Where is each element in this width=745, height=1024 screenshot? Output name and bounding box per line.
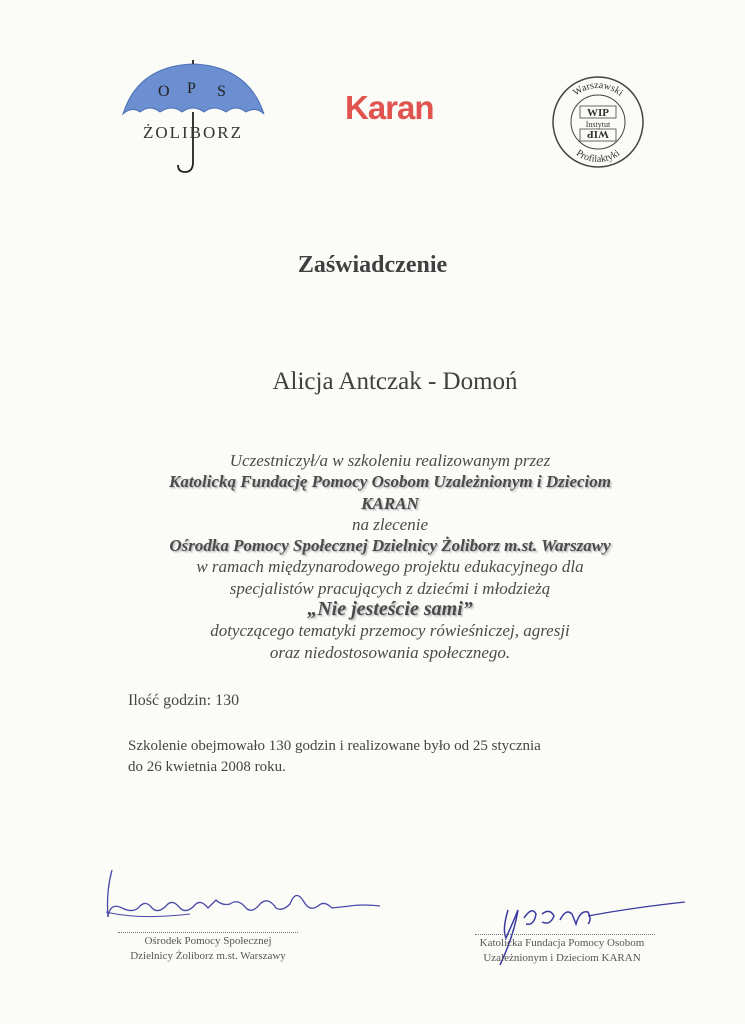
wip-seal-bottom-arc: Profilaktyki <box>574 147 622 166</box>
recipient-name: Alicja Antczak - Domoń <box>272 368 518 395</box>
ops-letter-p: P <box>187 80 196 97</box>
wip-seal-top-arc: Warszawski <box>571 79 626 99</box>
wip-seal-center-bottom: WIP <box>587 128 609 140</box>
body-line-project: w ramach międzynarodowego projektu edukacyjnego dla <box>196 557 584 577</box>
wip-seal <box>550 74 646 170</box>
body-line-project-name: „Nie jesteście sami” <box>307 598 473 621</box>
body-line-participated: Uczestniczył/a w szkoleniu realizowanym przez <box>229 451 551 470</box>
body-line-topic-end: oraz niedostosowania społecznego. <box>269 642 511 662</box>
hours-count: Ilość godzin: 130 <box>128 692 240 709</box>
left-signature-label-line1: Ośrodek Pomocy Społecznej <box>144 935 272 947</box>
right-signature-label-line1: Katolicka Fundacja Pomocy Osobom <box>479 937 645 949</box>
right-signature-label-line2: Uzależnionym i Dzieciom KARAN <box>483 952 641 964</box>
body-line-specialists: specjalistów pracujących z dziećmi i młodzieżą <box>229 578 551 598</box>
right-signature-line <box>475 934 655 935</box>
course-line-2: do 26 kwietnia 2008 roku. <box>128 759 286 775</box>
wip-seal-center-top: WIP <box>587 107 609 119</box>
right-signature-label <box>452 936 672 966</box>
left-signature-line <box>118 932 298 933</box>
svg-text:Warszawski <box>571 80 625 99</box>
ops-zoliborz-logo <box>118 58 268 178</box>
karan-logo: Karan <box>345 89 434 126</box>
body-line-foundation: Katolicką Fundację Pomocy Osobom Uzależnionym i Dzieciom <box>169 472 611 492</box>
course-line-1: Szkolenie obejmowało 130 godzin i realizowane było od 25 stycznia <box>128 738 541 754</box>
body-line-ops: Ośrodka Pomocy Społecznej Dzielnicy Żoliborz m.st. Warszawy <box>169 536 611 556</box>
course-description <box>128 736 541 778</box>
body-line-commissioned: na zlecenie <box>352 514 428 534</box>
wip-seal-center-mid: Instytut <box>585 120 611 129</box>
left-signature-label <box>98 934 318 964</box>
body-line-karan: KARAN <box>361 493 419 513</box>
certificate-body <box>90 450 690 663</box>
ops-logo-name: ŻOLIBORZ <box>142 123 244 142</box>
left-signature-label-line2: Dzielnicy Żoliborz m.st. Warszawy <box>130 950 286 962</box>
certificate-title: Zaświadczenie <box>297 252 448 278</box>
body-line-topic: dotyczącego tematyki przemocy rówieśniczej, agresji <box>210 621 570 641</box>
ops-letter-o: O <box>158 83 170 100</box>
left-signature <box>100 862 400 932</box>
svg-text:Profilaktyki <box>574 148 622 165</box>
ops-letter-s: S <box>217 83 226 100</box>
